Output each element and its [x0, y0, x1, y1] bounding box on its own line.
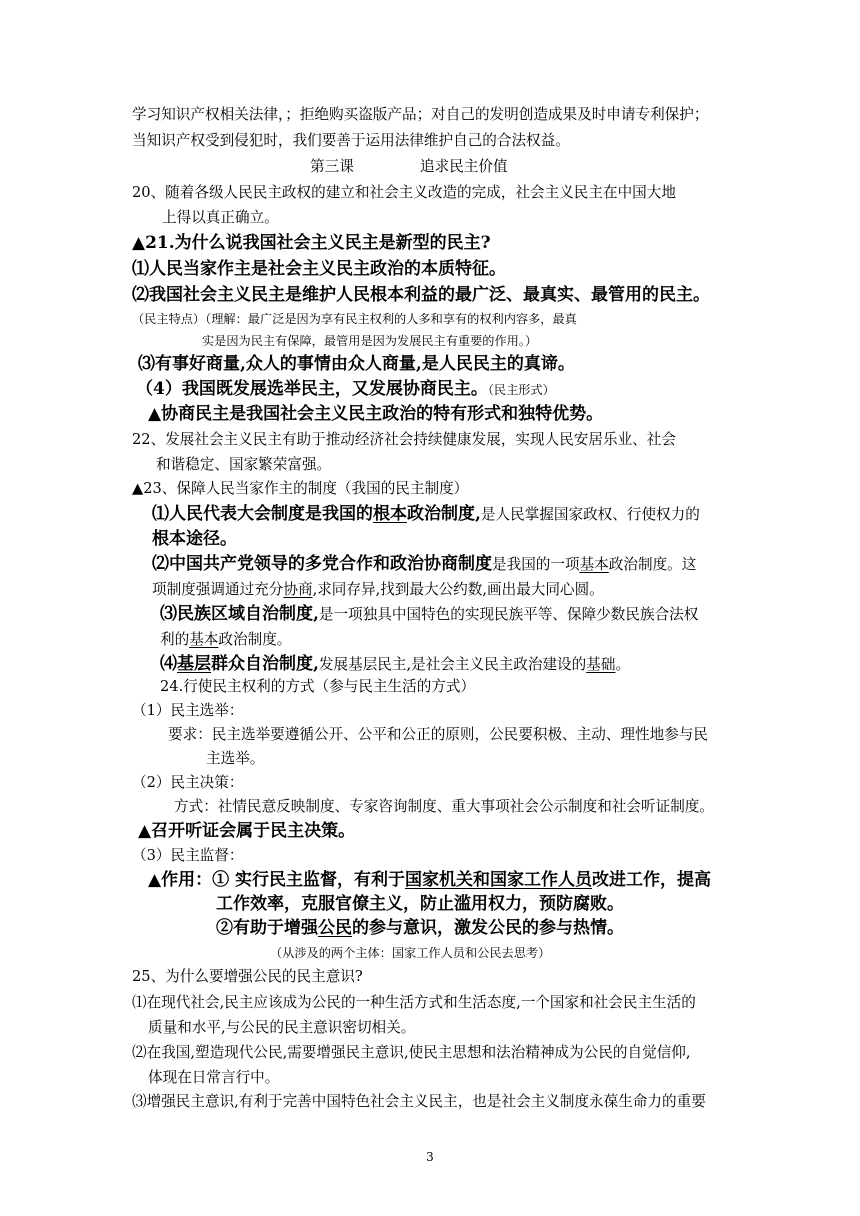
text-line: ⑴在现代社会,民主应该成为公民的一种生活方式和生活态度,一个国家和社会民主生活的: [132, 994, 696, 1011]
note-line: （从涉及的两个主体：国家工作人员和公民去思考）: [270, 946, 551, 960]
text: ⑴人民代表大会制度是我国的: [152, 504, 373, 524]
lesson-title: 追求民主价值: [420, 158, 508, 175]
highlight-line: [148, 872, 711, 889]
text: 的参与意识，激发公民的参与热情。: [352, 918, 624, 938]
highlight-line: 工作效率，克服官僚主义，防止滥用权力，预防腐败。: [216, 894, 624, 914]
text-line: （2）民主决策：: [132, 774, 244, 791]
text-line: 主选举。: [206, 750, 265, 767]
text-line: 要求：民主选举要遵循公开、公平和公正的原则，公民要积极、主动、理性地参与民: [168, 726, 708, 743]
text-line: 质量和水平,与公民的民主意识密切相关。: [148, 1019, 416, 1036]
text: 是一项独具中国特色的实现民族平等、保障少数民族合法权: [318, 606, 699, 623]
system-item: [152, 506, 700, 523]
question-heading: ▲21.为什么说我国社会主义民主是新型的民主?: [132, 233, 491, 253]
text-line: 当知识产权受到侵犯时，我们要善于运用法律维护自己的合法权益。: [132, 132, 570, 149]
highlight-line: ▲协商民主是我国社会主义民主政治的特有形式和独特优势。: [148, 404, 604, 424]
highlight-line: [216, 920, 624, 937]
question-heading: 25、为什么要增强公民的民主意识?: [132, 968, 363, 985]
answer-line: ⑴人民当家作主是社会主义民主政治的本质特征。: [132, 259, 506, 279]
underlined-text: 基本: [189, 631, 219, 648]
text-line: 上得以真正确立。: [162, 209, 279, 226]
text: 发展基层民主,是社会主义民主政治建设的: [318, 656, 587, 673]
underlined-text: 公民: [318, 918, 352, 938]
note-line: （民主特点）（理解：最广泛是因为享有民主权利的人多和享有的权利内容多，最真: [132, 312, 577, 326]
text: 是我国的一项: [492, 556, 580, 573]
note-line: 实是因为民主有保障，最管用是因为发展民主有重要的作用。）: [202, 334, 538, 348]
text: ⑷: [160, 654, 177, 674]
text-line: 体现在日常言行中。: [148, 1069, 280, 1086]
question-heading: ▲23、保障人民当家作主的制度（我国的民主制度）: [132, 480, 469, 497]
text: 利的: [160, 631, 190, 648]
text-line: 学习知识产权相关法律，；拒绝购买盗版产品；对自己的发明创造成果及时申请专利保护；: [132, 106, 709, 123]
text-line: 22、发展社会主义民主有助于推动经济社会持续健康发展，实现人民安居乐业、社会: [132, 431, 676, 448]
lesson-number: 第三课: [310, 158, 354, 175]
text: ⑶民族区域自治制度,: [160, 604, 319, 624]
text: 政治制度。这: [608, 556, 697, 573]
text: ,求同存异,找到最大公约数,画出最大同心圆。: [312, 581, 604, 598]
answer-line: ⑶有事好商量,众人的事情由众人商量,是人民民主的真谛。: [138, 354, 575, 374]
text-line: 24.行使民主权利的方式（参与民主生活的方式）: [160, 678, 476, 695]
text-line: 20、随着各级人民民主政权的建立和社会主义改造的完成，社会主义民主在中国大地: [132, 184, 676, 201]
text-line: 方式：社情民意反映制度、专家咨询制度、重大事项社会公示制度和社会听证制度。: [174, 798, 714, 815]
text: 政治制度。: [218, 631, 292, 648]
text: ⑵中国共产党领导的多党合作和政治协商制度: [152, 554, 492, 574]
text: 项制度强调通过充分: [152, 581, 284, 598]
underlined-text: 国家机关和国家工作人员: [405, 870, 592, 890]
page-number: 3: [426, 1150, 434, 1164]
text: 。: [615, 656, 631, 673]
system-item: [160, 631, 291, 648]
text-line: ⑶增强民主意识,有利于完善中国特色社会主义民主，也是社会主义制度永葆生命力的重要: [132, 1093, 706, 1110]
underlined-text: 协商: [283, 581, 313, 598]
text-line: ⑵在我国,塑造现代公民,需要增强民主意识,使民主思想和法治精神成为公民的自觉信仰,: [132, 1044, 691, 1061]
answer-line: [136, 381, 555, 398]
underlined-text: 根本: [373, 504, 407, 524]
system-item: 根本途径。: [152, 529, 237, 549]
note-text: （民主形式）: [487, 383, 555, 397]
text: 政治制度,: [407, 504, 481, 524]
underlined-text: 基本: [579, 556, 609, 573]
system-item: [152, 556, 696, 573]
text: 是人民掌握国家政权、行使权力的: [480, 506, 700, 523]
text: ②有助于增强: [216, 918, 318, 938]
underlined-text: 基础: [586, 656, 616, 673]
system-item: [152, 581, 604, 598]
system-item: [160, 606, 698, 623]
underlined-text: 基层: [177, 654, 211, 674]
highlight-line: ▲召开听证会属于民主决策。: [138, 821, 356, 841]
system-item: [160, 656, 630, 673]
text: ▲作用：① 实行民主监督，有利于: [148, 870, 405, 890]
text-line: 和谐稳定、国家繁荣富强。: [156, 456, 332, 473]
answer-line: ⑵我国社会主义民主是维护人民根本利益的最广泛、最真实、最管用的民主。: [132, 285, 710, 305]
text: 群众自治制度,: [211, 654, 319, 674]
answer-text: （4）我国既发展选举民主，又发展协商民主。: [136, 379, 488, 399]
text-line: （1）民主选举：: [132, 702, 244, 719]
text-line: （3）民主监督：: [132, 847, 244, 864]
text: 改进工作，提高: [592, 870, 711, 890]
